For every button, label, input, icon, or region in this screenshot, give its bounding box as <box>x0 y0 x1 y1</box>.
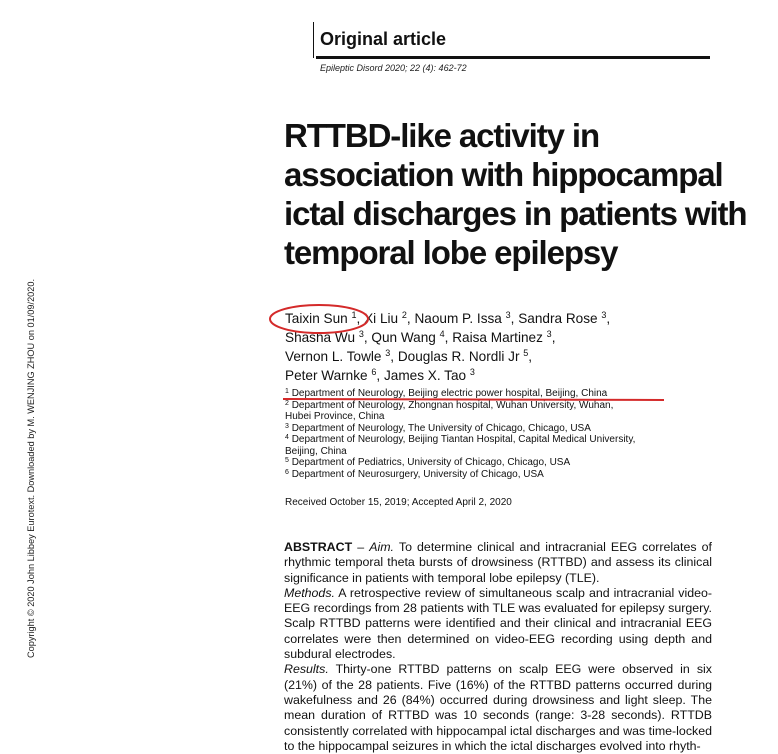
abstract-dash: – <box>352 540 370 554</box>
affiliation-number: 3 <box>285 422 289 430</box>
abstract-methods <box>284 586 712 662</box>
author-name: Vernon L. Towle <box>285 349 382 364</box>
author-line: Vernon L. Towle $^3$, Douglas R. Nordli Jr $^5$, <box>285 348 533 364</box>
author-affiliation-mark: 3 <box>601 310 607 320</box>
author-affiliation-mark: 4 <box>439 329 445 339</box>
author-name: James X. Tao <box>383 368 467 383</box>
title-line: RTTBD-like activity in <box>284 117 600 154</box>
affiliation-text: Department of Neurosurgery, University of Chicago, USA <box>291 468 544 480</box>
author-affiliation-mark: 1 <box>351 310 357 320</box>
title-line: association with hippocampal <box>284 156 723 193</box>
author-line: Taixin Sun $^1$, Xi Liu $^2$, Naoum P. Issa $^3$, Sandra Rose $^3$, <box>285 310 611 326</box>
author-affiliation-mark: 3 <box>469 367 475 377</box>
affiliation-list <box>285 388 715 480</box>
received-dates: Received October 15, 2019; Accepted April 2, 2020 <box>285 497 512 508</box>
abstract-results-text: Thirty-one RTTBD patterns on scalp EEG were observed in six (21%) of the 28 patients. Five (16%) of the RTTBD patterns occurred during wakefulness and 26 (84%) occurred during drowsiness and light sleep. The mean duration of RTTBD was 10 seconds (range: 3-28 seconds). RTTDB consistently correlated with hippocampal ictal discharges and was time-locked to the hippocampal seizures in which the ictal discharges evolved into rhyth- <box>284 662 712 753</box>
abstract-results-label: Results. <box>284 662 329 677</box>
affiliation <box>285 423 715 435</box>
affiliation <box>285 457 715 469</box>
header-rule <box>316 56 710 59</box>
author-affiliation-mark: 2 <box>401 310 407 320</box>
affiliation-continuation: Hubei Province, China <box>285 411 385 422</box>
author-line: Shasha Wu $^3$, Qun Wang $^4$, Raisa Martinez $^3$, <box>285 329 556 345</box>
author-affiliation-mark: 5 <box>523 348 529 358</box>
author-name: Taixin Sun <box>285 311 348 326</box>
affiliation <box>285 388 715 400</box>
author-affiliation-mark: 3 <box>358 329 364 339</box>
author-line: Peter Warnke $^6$, James X. Tao $^3$ <box>285 367 475 383</box>
affiliation-text: Department of Neurology, Beijing Tiantan Hospital, Capital Medical University, <box>291 434 636 445</box>
affiliation-text: Department of Pediatrics, University of Chicago, Chicago, USA <box>291 457 571 468</box>
affiliation <box>285 469 715 481</box>
affiliation-text: Department of Neurology, Zhongnan hospital, Wuhan University, Wuhan, <box>291 399 614 411</box>
author-affiliation-mark: 3 <box>385 348 391 358</box>
journal-citation: Epileptic Disord 2020; 22 (4): 462-72 <box>320 63 467 73</box>
author-name: Xi Liu <box>364 311 399 326</box>
affiliation-continuation: Beijing, China <box>285 445 347 457</box>
title-line: temporal lobe epilepsy <box>284 234 618 271</box>
author-name: Sandra Rose <box>518 311 598 326</box>
affiliation-text: Department of Neurology, The University of Chicago, Chicago, USA <box>291 422 591 434</box>
author-name: Naoum P. Issa <box>414 311 502 326</box>
author-name: Raisa Martinez <box>452 330 543 345</box>
affiliation-number: 6 <box>285 468 289 476</box>
author-name: Douglas R. Nordli Jr <box>397 349 520 364</box>
author-name: Peter Warnke <box>285 368 368 383</box>
author-name: Shasha Wu <box>285 330 356 345</box>
affiliation <box>285 434 715 446</box>
author-affiliation-mark: 3 <box>546 329 552 339</box>
affiliation-number: 2 <box>285 399 289 407</box>
author-list <box>285 309 715 385</box>
abstract-methods-label: Methods. <box>284 585 335 600</box>
affiliation <box>285 400 715 412</box>
affiliation-text: Department of Neurology, Beijing electric power hospital, Beijing, China <box>291 388 608 399</box>
affiliation-number: 1 <box>285 388 289 395</box>
affiliation-number: 5 <box>285 457 289 464</box>
author-affiliation-mark: 6 <box>371 367 377 377</box>
copyright-text: Copyright © 2020 John Libbey Eurotext. Downloaded by M. WENJING ZHOU on 01/09/2020. <box>26 278 36 658</box>
title-line: ictal discharges in patients with <box>284 195 747 232</box>
article-title <box>284 116 747 272</box>
copyright-sidebar <box>26 268 36 658</box>
affiliation-number: 4 <box>285 434 289 441</box>
header-vertical-bar <box>313 22 314 58</box>
abstract-aim-label: Aim. <box>369 540 395 554</box>
abstract-label: ABSTRACT <box>284 540 353 554</box>
abstract <box>284 540 712 754</box>
author-affiliation-mark: 3 <box>505 310 511 320</box>
author-name: Qun Wang <box>371 330 436 345</box>
abstract-aim-text: To determine clinical and intracranial EEG correlates of rhythmic temporal theta bursts of drowsiness (RTTBD) and assess its clinical significance in patients with temporal lobe epilepsy (TLE). <box>284 540 712 585</box>
abstract-methods-text: A retrospective review of simultaneous scalp and intracranial video-EEG recordings from 28 patients with TLE was evaluated for epilepsy surgery. Scalp RTTBD patterns were identified and their clinical and intracranial EEG correlates were then determined on video-EEG recording using depth and subdural electrodes. <box>284 585 712 662</box>
section-label: Original article <box>320 29 447 49</box>
abstract-results <box>284 662 712 754</box>
abstract-aim <box>284 540 712 586</box>
